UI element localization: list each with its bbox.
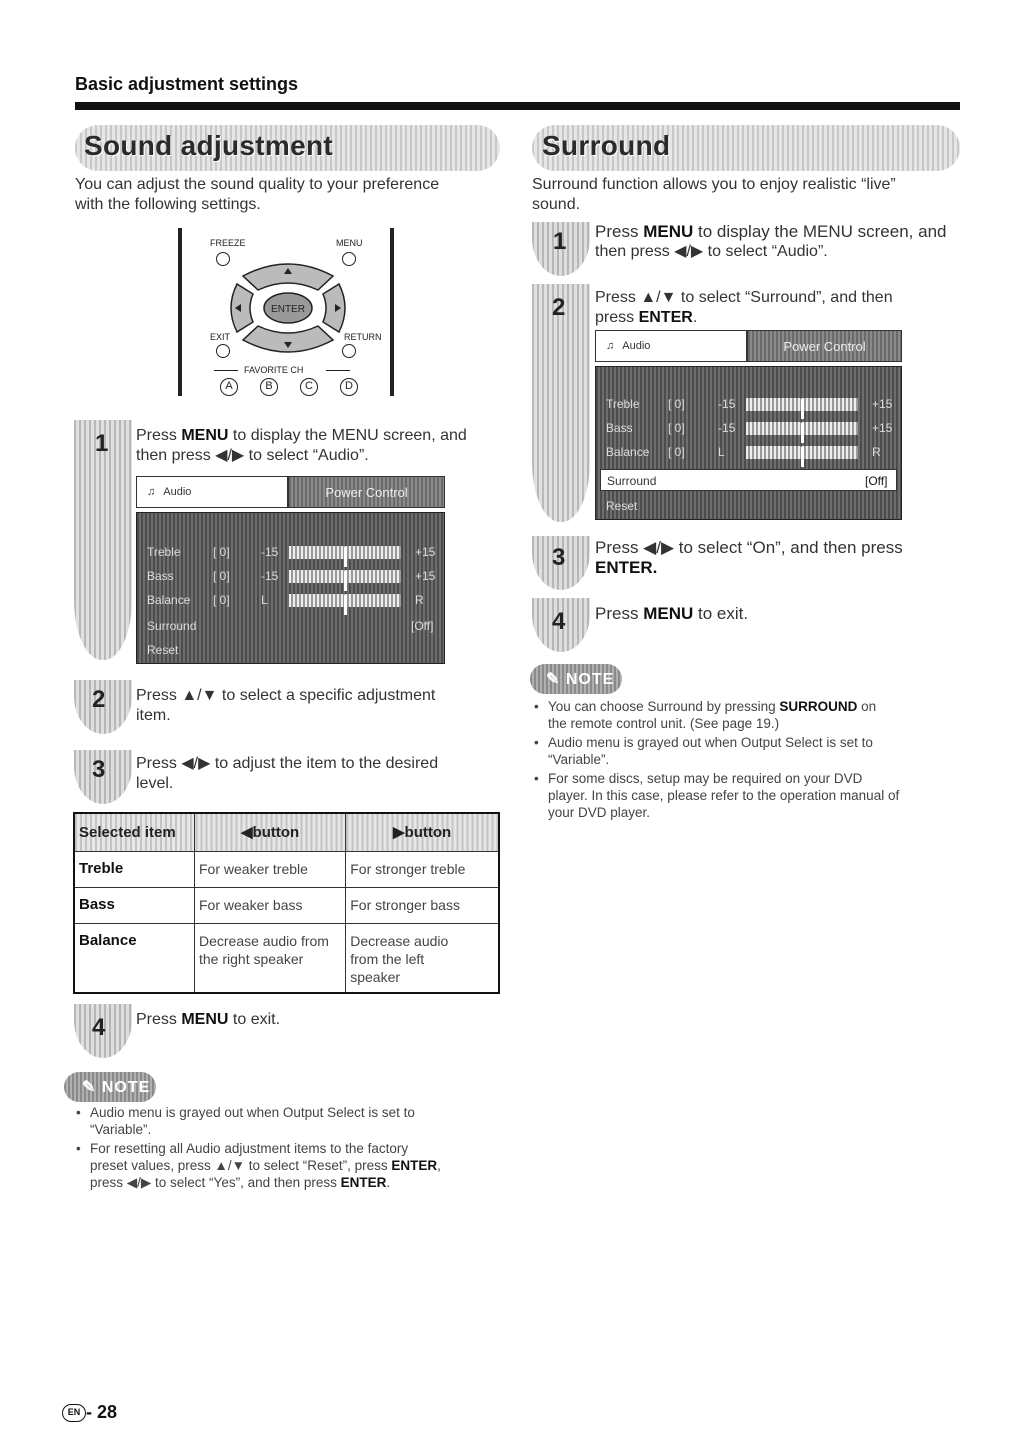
note-list-left (74, 1104, 504, 1193)
dpad-icon (223, 258, 353, 358)
surround-osd-tabs (595, 330, 902, 362)
bass-marker (344, 571, 347, 591)
osd-row-balance: Balance [ 0] L R (137, 589, 444, 611)
surround-power-control-tab: Power Control (747, 330, 902, 362)
audio-tab: ♫ Audio (136, 476, 288, 508)
table-header-row (74, 813, 499, 851)
surround-step4-number: 4 (552, 608, 566, 635)
step3-line2: level. (136, 775, 174, 792)
table-row: Treble For weaker treble For stronger treble (74, 851, 499, 887)
audio-osd-menu (136, 512, 445, 664)
step2-line2: item. (136, 707, 171, 724)
surround-intro-line1: Surround function allows you to enjoy realistic “live” (532, 176, 896, 193)
audio-tab-icon: ♫ (147, 486, 156, 498)
surround-step2-number: 2 (552, 294, 566, 321)
osd-row-bass: Bass [ 0] -15 +15 (137, 565, 444, 587)
note-list-right (532, 698, 962, 823)
table-row: Bass For weaker bass For stronger bass (74, 887, 499, 923)
col-selected-item: Selected item (74, 813, 195, 851)
treble-bar (289, 546, 401, 559)
step3-number: 3 (92, 756, 106, 783)
button-b: B (260, 378, 278, 396)
surround-osd-row-bass: Bass [ 0] -15 +15 (596, 417, 901, 439)
osd-row-treble: Treble [ 0] -15 +15 (137, 541, 444, 563)
note-label-right: ✎ NOTE (546, 671, 615, 688)
step1-line2: then press ◀/▶ to select “Audio”. (136, 447, 369, 464)
osd-row-surround: Surround [Off] (147, 619, 434, 633)
exit-button (216, 344, 230, 358)
balance-marker (344, 595, 347, 615)
return-button (342, 344, 356, 358)
audio-osd-tabs (136, 476, 445, 508)
table-row: Balance Decrease audio from the right speaker Decrease audio from the left speaker (74, 923, 499, 993)
step1-number: 1 (95, 430, 109, 457)
note-pencil-icon: ✎ (82, 1079, 102, 1096)
list-item: • For some discs, setup may be required on your DVD player. In this case, please refer to the operation manual of your DVD player. (532, 770, 962, 821)
surround-step4-text: Press MENU to exit. (595, 604, 749, 623)
favorite-dash-left (214, 370, 238, 371)
col-left-button: ◀button (195, 813, 346, 851)
enter-key-label: ENTER (271, 304, 305, 315)
surround-osd-menu (595, 366, 902, 520)
note-pencil-icon: ✎ (546, 671, 566, 688)
return-label: RETURN (344, 332, 382, 342)
sound-intro-line2: with the following settings. (75, 196, 261, 213)
surround-step1-number: 1 (553, 228, 567, 255)
sound-intro-line1: You can adjust the sound quality to your preference (75, 176, 440, 193)
step1-line1: Press MENU to display the MENU screen, and (136, 427, 467, 444)
step3-line1: Press ◀/▶ to adjust the item to the desired (136, 755, 439, 772)
language-icon: EN (62, 1404, 86, 1422)
remote-edge-right (390, 228, 394, 396)
button-a: A (220, 378, 238, 396)
list-item: • You can choose Surround by pressing SURROUND on the remote control unit. (See page 19.) (532, 698, 962, 732)
section-title-sound: Sound adjustment (84, 130, 334, 161)
surround-osd-row-balance: Balance [ 0] L R (596, 441, 901, 463)
surround-balance-marker (801, 447, 804, 467)
step2-number: 2 (92, 686, 106, 713)
col-right-button: ▶button (346, 813, 499, 851)
button-d: D (340, 378, 358, 396)
step4-number: 4 (92, 1014, 106, 1041)
menu-label: MENU (336, 238, 363, 248)
surround-osd-row-reset: Reset (606, 499, 638, 513)
exit-label: EXIT (210, 332, 231, 342)
surround-step1-line1: Press MENU to display the MENU screen, and (595, 222, 947, 241)
surround-step2-line1: Press ▲/▼ to select “Surround”, and then (595, 289, 893, 306)
list-item: • Audio menu is grayed out when Output Select is set to “Variable”. (74, 1104, 504, 1138)
surround-treble-bar (746, 398, 858, 411)
surround-step1-line2: then press ◀/▶ to select “Audio”. (595, 243, 828, 260)
osd-row-reset: Reset (147, 643, 179, 657)
button-c: C (300, 378, 318, 396)
surround-bass-bar (746, 422, 858, 435)
treble-marker (344, 547, 347, 567)
surround-step2-line2: press ENTER. (595, 309, 698, 326)
remote-illustration (178, 228, 398, 396)
bass-bar (289, 570, 401, 583)
balance-bar (289, 594, 401, 607)
adjustment-table (73, 812, 500, 994)
list-item: • Audio menu is grayed out when Output Select is set to “Variable”. (532, 734, 962, 768)
header-rule (75, 102, 960, 110)
step2-line1: Press ▲/▼ to select a specific adjustment (136, 687, 436, 704)
surround-bass-marker (801, 423, 804, 443)
surround-osd-row-surround-selected: Surround [Off] (600, 469, 897, 491)
surround-step3-line1: Press ◀/▶ to select “On”, and then press (595, 538, 903, 557)
note-label-left: ✎ NOTE (82, 1079, 151, 1096)
surround-audio-tab-icon: ♫ (606, 340, 615, 352)
surround-audio-tab: ♫ Audio (595, 330, 747, 362)
power-control-tab: Power Control (288, 476, 445, 508)
surround-balance-bar (746, 446, 858, 459)
surround-step3-line2: ENTER. (595, 558, 658, 577)
section-title-surround: Surround (542, 130, 671, 161)
surround-step3-number: 3 (552, 544, 566, 571)
surround-intro-line2: sound. (532, 196, 581, 213)
remote-edge-left (178, 228, 182, 396)
page-number: EN - 28 (62, 1402, 117, 1423)
list-item: • For resetting all Audio adjustment items to the factory preset values, press ▲/▼ to select “Reset”, press ENTER, press ◀/▶ to select “Yes”, and then press ENTER. (74, 1140, 504, 1191)
step4-text: Press MENU to exit. (136, 1011, 281, 1028)
favorite-ch-label: FAVORITE CH (244, 365, 304, 375)
page-header: Basic adjustment settings (75, 74, 299, 94)
surround-treble-marker (801, 399, 804, 419)
favorite-dash-right (326, 370, 350, 371)
freeze-label: FREEZE (210, 238, 246, 248)
surround-osd-row-treble: Treble [ 0] -15 +15 (596, 393, 901, 415)
